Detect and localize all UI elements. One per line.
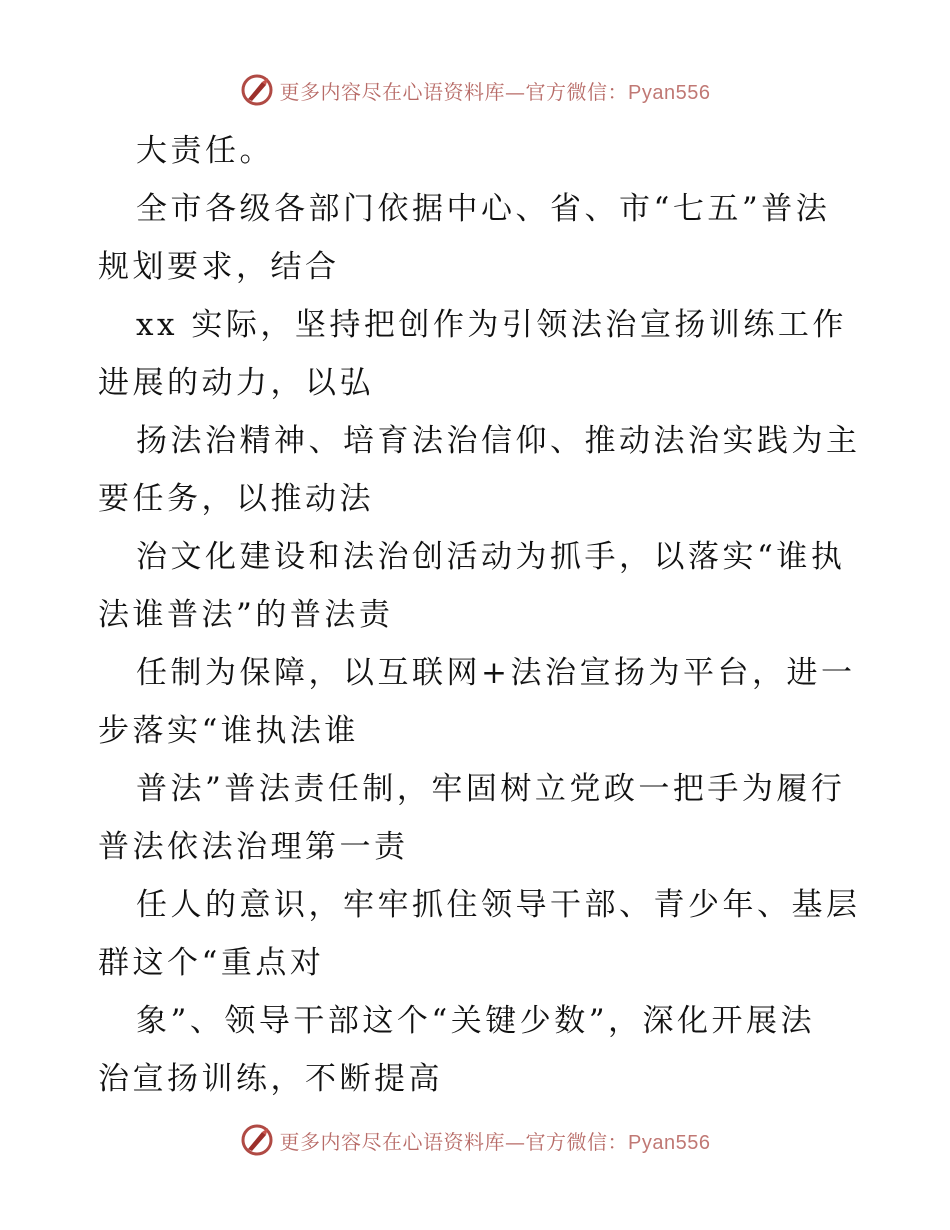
header-text: 更多内容尽在心语资料库—官方微信：Pyan556: [279, 79, 711, 104]
header-handle: Pyan556: [628, 81, 711, 104]
text-line: 要任务，以推动法: [98, 481, 374, 517]
text-line: 群这个“重点对: [98, 945, 325, 981]
text-line: 治文化建设和法治创活动为抓手，以落实“谁执: [136, 539, 846, 575]
quill-logo-icon: [240, 1123, 274, 1157]
footer-handle: Pyan556: [628, 1131, 711, 1154]
text-line: xx 实际，坚持把创作为引领法治宣扬训练工作: [136, 307, 847, 343]
text-line: 全市各级各部门依据中心、省、市“七五”普法: [136, 191, 831, 227]
text-line: 治宣扬训练，不断提高: [98, 1061, 443, 1097]
text-line: 步落实“谁执法谁: [98, 713, 359, 749]
text-line: 规划要求，结合: [98, 249, 340, 285]
quill-logo-icon: [240, 73, 274, 107]
document-body: [98, 122, 861, 1108]
text-line: 普法”普法责任制，牢固树立党政一把手为履行: [136, 771, 846, 807]
text-line: 扬法治精神、培育法治信仰、推动法治实践为主: [136, 423, 861, 459]
text-line: 进展的动力，以弘: [98, 365, 374, 401]
text-line: 普法依法治理第一责: [98, 829, 409, 865]
footer-text: 更多内容尽在心语资料库—官方微信：Pyan556: [279, 1129, 711, 1154]
text-line: 任制为保障，以互联网+法治宣扬为平台，进一: [136, 655, 856, 691]
text-line: 象”、领导干部这个“关键少数”，深化开展法: [136, 1003, 816, 1039]
footer-banner: [0, 1120, 950, 1160]
text-line: 大责任。: [136, 133, 274, 169]
text-line: 任人的意识，牢牢抓住领导干部、青少年、基层: [136, 887, 861, 923]
header-banner: [0, 70, 950, 110]
text-line: 法谁普法”的普法责: [98, 597, 394, 633]
